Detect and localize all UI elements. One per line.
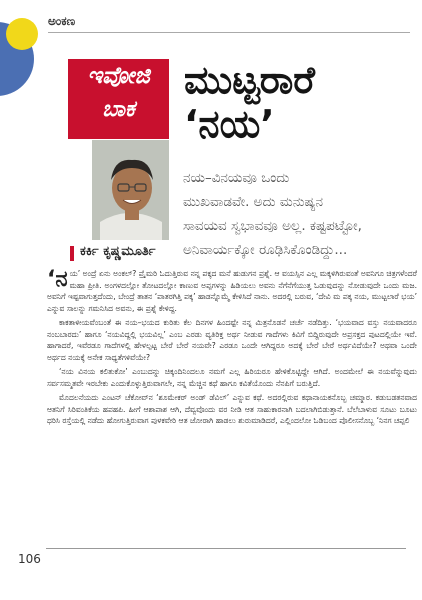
author-portrait-illustration xyxy=(92,140,169,240)
deck-line: ಸಾವಯವ ಸ್ವಭಾವವೂ ಅಲ್ಲ. ಕಷ್ಟಪಟ್ಟೋ, xyxy=(183,218,362,234)
title-line2: ‘ನಯ’ xyxy=(184,102,275,146)
footer-rule xyxy=(46,548,406,549)
header-rule xyxy=(48,32,410,33)
paragraph-text: ಯ’ ಅಂದ್ರೆ ಏನು ಅಂಕಲ್? ಪ್ರೈಮರಿ ಓದುತ್ತಿರುವ ನನ್ನ ಪಕ್ಕದ ಮನೆ ಹುಡುಗನ ಪ್ರಶ್ನೆ. ಆ ವಯಸ್ಸಿನ ಎಲ್ಲ ಮಕ್ಕಳಿಗಿರುವಂತೆ ಅವನಿಗೂ ಚಿತ್ರಗಳೆಂದರೆ ಮಹಾ ಪ್ರೀತಿ. ಅಂಗಳದಲ್ಲೋ ತೋಟದಲ್ಲೋ ಕಾಣುವ ಅಪ್ಪಗಳನ್ನು ಹಿಡಿಯಲು ಅವನು ನೆಗೆನೆಗೆಯುತ್ತ ಓಡುವುದನ್ನು ನೋಡುವುದೇ ಒಂದು ಮಜ. ಅವನಿಗೆ ಇಷ್ಟವಾಗುತ್ತದೆಂದು, ಬೇಂದ್ರೆ ತಾತನ ‘ಪಾತರಗಿತ್ತಿ ಪಕ್ಕ’ ಹಾಡನ್ನೊಮ್ಮೆ ಕೇಳಿಸಿದೆ ನಾನು. ಅದರಲ್ಲಿ ಬರುವ, ‘ದೇವಿ ಮ ಪಕ್ಕ ನಯ, ಮುಟ್ಟಲಾರೆ ಭಯ’ ಎನ್ನುವ ಸಾಲನ್ನು ಗಮನಿಸಿದ ಅವನು, ಈ ಪ್ರಶ್ನೆ ಕೇಳಿದ್ದ. xyxy=(47,269,417,313)
article-body xyxy=(47,268,417,430)
author-photo xyxy=(92,140,169,240)
deck-line: ಅನಿವಾರ್ಯಕ್ಕೋ ರೂಢಿಸಿಕೊಂಡಿದ್ದು... xyxy=(183,242,348,258)
title-line1: ಮುಟ್ಟರಾರೆ xyxy=(184,58,315,102)
author-name: ಕರ್ಕಿ ಕೃಷ್ಣಮೂರ್ತಿ xyxy=(80,244,156,259)
drop-cap: ‘ನ xyxy=(47,267,68,292)
body-paragraph xyxy=(47,268,417,314)
deck-line: ಮುಖವಾಡವೇ. ಅದು ಮನುಷ್ಯನ xyxy=(183,194,324,210)
column-name-line1: ಇವೋಜಿ xyxy=(87,63,150,89)
decorative-yellow-circle xyxy=(6,18,38,50)
column-logo xyxy=(68,59,169,139)
body-paragraph: ಕಾಕತಾಳೀಯವೆಂಬಂತೆ ಈ ನಯ–ಭಯದ ಕುರಿತು ಕೆಲ ದಿನಗಳ ಹಿಂದಷ್ಟೇ ನನ್ನ ಮಿತ್ರನೊಡನೆ ಚರ್ಚೆ ನಡೆದಿತ್ತು. ‘ಭಯವಾದ ವಸ್ತು ನಯವಾದರೂ ನಂಬಬಾರದು’ ಹಾಗೂ ‘ನಯವಿದ್ದಲ್ಲಿ ಭಯವಿಲ್ಲ’ ಎಂಬ ಎರಡು ವ್ಯತಿರಿಕ್ತ ಅರ್ಥ ನೀಡುವ ಗಾದೆಗಳು ಕಿವಿಗೆ ಬಿದ್ದಿರುವುದೇ ಅಪ್ರಸಕ್ತದ ಪುಟದಲ್ಲಿಯೇ ಇವೆ. ಹಾಗಾದರೆ, ಇವೆರಡೂ ಗಾದೆಗಳಲ್ಲಿ ಹೇಳಲ್ಪಟ್ಟ ಬೇರೆ ಬೇರೆ ನಯವೇ? ಎರಡೂ ಒಂದೇ ಆಗಿದ್ದರೂ ಅದಕ್ಕೆ ಬೇರೆ ಬೇರೆ ಅರ್ಥವಿದೆಯೇ? ಅಥವಾ ಒಂದೇ ಅರ್ಥದ ನಯಕ್ಕೆ ಅನೇಕ ಸಾಧ್ಯತೆಗಳಿವೆಯೇ? xyxy=(47,318,417,362)
deck-line: ನಯ–ವಿನಯವೂ ಒಂದು xyxy=(183,170,290,186)
article-deck xyxy=(183,166,415,262)
body-paragraph: ‘ನಯ ವಿನಯ ಕಲಿತುಕೋ’ ಎಂಬುದನ್ನು ಚಿಕ್ಕಂದಿನಿಂದಲೂ ನಮಗೆ ಎಲ್ಲ ಹಿರಿಯರೂ ಹೇಳಿಕೊಟ್ಟಿದ್ದೇ ಆಗಿದೆ. ಅಂದಮೇಲೆ ಈ ನಯವೆನ್ನುವುದು ಸರ್ವಸಮ್ಮತವೇ ಇರಬೇಕು ಎಂದುಕೊಳ್ಳುತ್ತಿರುವಾಗಲೇ, ನನ್ನ ಮೆಚ್ಚಿನ ಕಥೆ ಹಾಗೂ ಕವಿತೆಯೊಂದು ನೆನಪಿಗೆ ಬರುತ್ತಿದೆ. xyxy=(47,367,417,388)
section-label: ಅಂಕಣ xyxy=(48,14,76,28)
article-title xyxy=(184,58,404,146)
column-name-line2: ಬಾಕ xyxy=(102,97,135,122)
author-accent-bar xyxy=(70,246,74,261)
page-number: 106 xyxy=(18,552,41,566)
body-paragraph: ಮೊದಲನೆಯದು ಎಂಟನ್ ಚೆಕೋವ್‌ನ ‘ಶೂಮೇಕರ್ ಅಂಡ್ ಡೆವಿಲ್’ ಎನ್ನುವ ಕಥೆ. ಅದರಲ್ಲಿರುವ ಕಥಾನಾಯಕನೊಬ್ಬ ಚಮ್ಮಾರ. ಕಡುಬಡತನವಾದ ಆತನಿಗೆ ಸಿರಿವಂತಿಕೆಯ ಹಪಹಪಿ. ಹೀಗೆ ಆಶಾಪಾಶ ಆಗಿ, ದೆವ್ವವೊಂದು ವರ ನೀಡಿ ಆತ ಸಾಹುಕಾರನಾಗಿ ಬದಲಾಗಿಬಿಡುತ್ತಾನೆ. ಬೆಲೆಬಾಳುವ ಸೂಟು ಬೂಟು ಧರಿಸಿ ರಸ್ತೆಯಲ್ಲಿ ನಡೆದು ಹೋಗುತ್ತಿರುವಾಗ ಪುಳಕವೇರಿ ಆತ ಜೋರಾಗಿ ಹಾಡಲು ಶುರುಮಾಡಿದರೆ, ಎಲ್ಲಿಂದಲೋ ಓಡಿಬಂದ ಪೊಲೀಸನೊಬ್ಬ ‘ನಿನಗ ಚಪ್ಪಲಿ xyxy=(47,393,417,425)
